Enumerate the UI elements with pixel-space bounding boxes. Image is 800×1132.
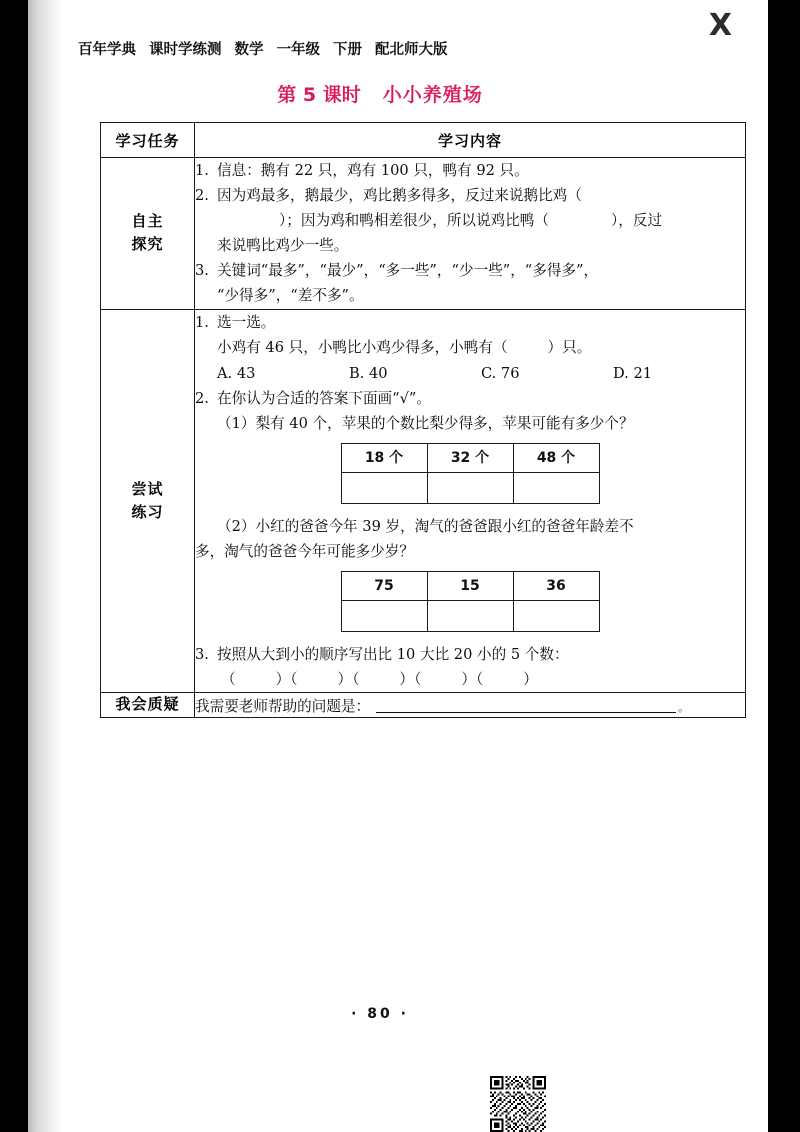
- option-cell-75: 75: [341, 572, 427, 601]
- task-label-explore-line1: 自主: [131, 212, 164, 231]
- question-prompt: 我需要老师帮助的问题是：: [195, 697, 371, 715]
- worksheet-table: [100, 122, 746, 718]
- answer-slot-2-open: （: [290, 671, 298, 689]
- task-label-explore-line2: 探究: [131, 235, 164, 254]
- practice-question-2: [195, 386, 745, 411]
- header-part-series: 百年学典: [78, 42, 136, 58]
- practice-question-3: [195, 642, 745, 667]
- practice-q3-marker: 3.: [195, 646, 209, 664]
- task-label-practice-line2: 练习: [131, 502, 164, 521]
- page-sheet: [28, 0, 768, 1132]
- option-label-row: [341, 444, 599, 473]
- practice-q1-body-a: 小鸡有 46 只，小鸭比小鸡少得多，小鸭有（: [217, 338, 508, 356]
- practice-q2-sub2-label: （2）: [217, 518, 256, 536]
- task-label-practice: [101, 309, 195, 693]
- explore-item-1: [195, 158, 745, 183]
- task-label-explore: [101, 158, 195, 310]
- column-header-task: 学习任务: [101, 123, 195, 158]
- question-tail-punct: 。: [678, 700, 690, 714]
- practice-q2-sub2-line2: 多，淘气的爸爸今年可能多少岁？: [195, 543, 414, 561]
- content-explore: [195, 158, 746, 310]
- page-title: [50, 80, 710, 107]
- practice-q2-sub1: [195, 411, 745, 436]
- explore-item-1-text: 信息：鹅有 22 只，鸡有 100 只，鸭有 92 只。: [217, 162, 529, 179]
- option-answer-row: [341, 601, 599, 632]
- practice-q2-sub2-option-table: [341, 571, 600, 632]
- table-row-explore: [101, 158, 746, 310]
- header-part-edition: 配北师大版: [375, 42, 448, 58]
- explore-item-3-text: [217, 258, 745, 308]
- running-header: [78, 38, 448, 59]
- qr-code-graphic: [490, 1076, 546, 1132]
- option-check-box-48[interactable]: [513, 473, 599, 504]
- practice-q2-sub1-label: （1）: [217, 414, 256, 432]
- option-check-box-75[interactable]: [341, 601, 427, 632]
- explore-item-2: [195, 183, 745, 258]
- practice-question-1: [195, 310, 745, 360]
- option-cell-15: 15: [427, 572, 513, 601]
- answer-slot-2-close: ）: [337, 671, 353, 689]
- answer-slot-1-close: ）: [275, 671, 291, 689]
- header-part-book: 课时学练测: [149, 42, 222, 58]
- page-content: [50, 0, 746, 1132]
- answer-slot-5-open: （: [475, 671, 484, 689]
- content-practice: [195, 309, 746, 693]
- practice-q1-marker: 1.: [195, 313, 209, 331]
- question-write-line[interactable]: [376, 698, 676, 713]
- practice-q2-sub2-option-table-wrap: [195, 571, 745, 632]
- content-question: [195, 693, 746, 717]
- page-number: · 80 ·: [351, 1006, 409, 1022]
- answer-slot-3-open: （: [352, 671, 360, 689]
- explore-item-3-line1: 关键词“最多”，“最少”，“多一些”，“少一些”，“多得多”，: [217, 262, 599, 280]
- explore-item-2-line3: 来说鸭比鸡少一些。: [217, 237, 349, 255]
- task-label-question: 我会质疑: [101, 693, 195, 717]
- practice-q1-choice-c[interactable]: C. 76: [481, 364, 520, 382]
- explore-item-1-marker: 1.: [195, 162, 209, 179]
- practice-q2-sub2: [195, 514, 745, 539]
- answer-slot-5-close: ）: [523, 671, 538, 689]
- explore-item-2-line2b: ），反过: [610, 212, 663, 230]
- header-part-grade: 一年级: [276, 42, 320, 58]
- qr-code[interactable]: [490, 1076, 546, 1132]
- explore-item-2-line1: 因为鸡最多，鹅最少，鸡比鹅多得多，反过来说鹅比鸡（: [217, 187, 582, 205]
- option-cell-18: 18 个: [341, 444, 427, 473]
- practice-q3-text: 按照从大到小的顺序写出比 10 大比 20 小的 5 个数：: [217, 646, 569, 664]
- option-label-row: [341, 572, 599, 601]
- practice-q2-sub1-option-table-wrap: [195, 443, 745, 504]
- table-row-practice: [101, 309, 746, 693]
- table-header-row: [101, 123, 746, 158]
- practice-q2-prompt: 在你认为合适的答案下面画“√”。: [217, 389, 431, 407]
- option-cell-36: 36: [513, 572, 599, 601]
- option-check-box-36[interactable]: [513, 601, 599, 632]
- practice-q2-sub2-line1: 小红的爸爸今年 39 岁，淘气的爸爸跟小红的爸爸年龄差不: [255, 518, 634, 536]
- answer-slot-4-open: （: [414, 671, 422, 689]
- task-label-practice-line1: 尝试: [131, 479, 164, 498]
- practice-q2-sub1-text: 梨有 40 个，苹果的个数比梨少得多，苹果可能有多少个？: [255, 414, 634, 432]
- lesson-name: 小小养殖场: [382, 84, 483, 106]
- corner-x-mark: X: [708, 8, 732, 43]
- practice-q1-body-b: ）只。: [547, 338, 592, 356]
- practice-q1-text: [217, 310, 745, 360]
- practice-q3-answer-slots: [195, 667, 745, 692]
- answer-slot-3-close: ）: [399, 671, 415, 689]
- practice-q2-marker: 2.: [195, 389, 209, 407]
- practice-q1-prompt: 选一选。: [217, 313, 276, 331]
- explore-item-3-marker: 3.: [195, 262, 209, 280]
- explore-item-2-marker: 2.: [195, 187, 209, 205]
- table-row-question: [101, 693, 746, 717]
- practice-q1-choice-d[interactable]: D. 21: [613, 364, 653, 382]
- header-part-subject: 数学: [234, 42, 264, 58]
- explore-item-3-line2: “少得多”，“差不多”。: [217, 287, 364, 305]
- header-part-volume: 下册: [333, 42, 362, 58]
- practice-q1-choices: [195, 361, 745, 386]
- practice-q1-choice-a[interactable]: A. 43: [217, 364, 256, 382]
- option-check-box-32[interactable]: [427, 473, 513, 504]
- lesson-number: 第 5 课时: [277, 84, 361, 106]
- option-check-box-18[interactable]: [341, 473, 427, 504]
- explore-item-2-text: [217, 183, 745, 258]
- option-cell-32: 32 个: [427, 444, 513, 473]
- option-check-box-15[interactable]: [427, 601, 513, 632]
- practice-q1-choice-b[interactable]: B. 40: [349, 364, 388, 382]
- option-answer-row: [341, 473, 599, 504]
- practice-q2-sub1-option-table: [341, 443, 600, 504]
- explore-item-2-line2a: ）；因为鸡和鸭相差很少，所以说鸡比鸭（: [279, 212, 549, 230]
- explore-item-3: [195, 258, 745, 308]
- answer-slot-4-close: ）: [461, 671, 476, 689]
- column-header-content: 学习内容: [195, 123, 746, 158]
- option-cell-48: 48 个: [513, 444, 599, 473]
- answer-slot-1-open: （: [221, 671, 236, 689]
